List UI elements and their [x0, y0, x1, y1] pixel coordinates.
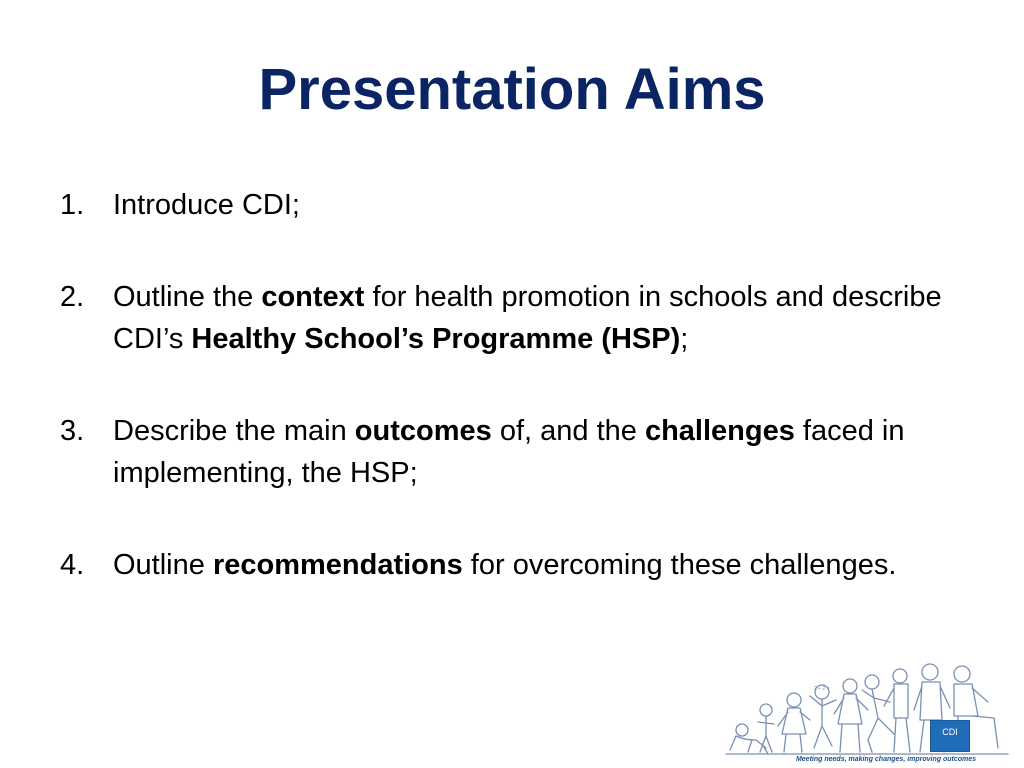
aim-emphasis: challenges [644, 415, 795, 447]
aim-text-run: faced in implementing, the HSP; [113, 415, 905, 489]
aim-emphasis: outcomes [354, 415, 492, 447]
aim-emphasis: Healthy School’s Programme (HSP) [191, 323, 681, 355]
aims-list [60, 184, 980, 586]
aim-text [113, 276, 980, 360]
aim-text-run: Describe the main [113, 415, 355, 447]
aim-item [60, 276, 980, 360]
aim-item [60, 184, 980, 226]
cdi-badge: CDI [930, 720, 970, 752]
aim-number: 1. [60, 189, 85, 221]
aim-number: 2. [60, 281, 85, 313]
aim-number: 4. [60, 549, 85, 581]
aim-text-run: Outline the [113, 281, 262, 313]
slide-title: Presentation Aims [258, 57, 766, 122]
aim-text-run: ; [680, 323, 689, 355]
svg-text:2 + 2 =: 2 + 2 = [814, 686, 830, 692]
aim-emphasis: recommendations [212, 549, 463, 581]
aim-number: 3. [60, 415, 85, 447]
aim-emphasis: context [261, 281, 365, 313]
aim-text [113, 184, 980, 226]
aim-text [113, 410, 980, 494]
logo-tagline: Meeting needs, making changes, improving outcomes [795, 756, 977, 763]
aim-text-run: for overcoming these challenges. [462, 549, 897, 581]
aim-item [60, 544, 980, 586]
aim-text-run: of, and the [491, 415, 645, 447]
aim-text-run: for health promotion in schools and describe CDI’s [113, 281, 942, 355]
aim-text-run: Outline [113, 549, 213, 581]
cdi-logo [722, 660, 1012, 764]
aim-item [60, 410, 980, 494]
aim-text [113, 544, 980, 586]
aim-text-run: Introduce CDI; [113, 189, 300, 221]
